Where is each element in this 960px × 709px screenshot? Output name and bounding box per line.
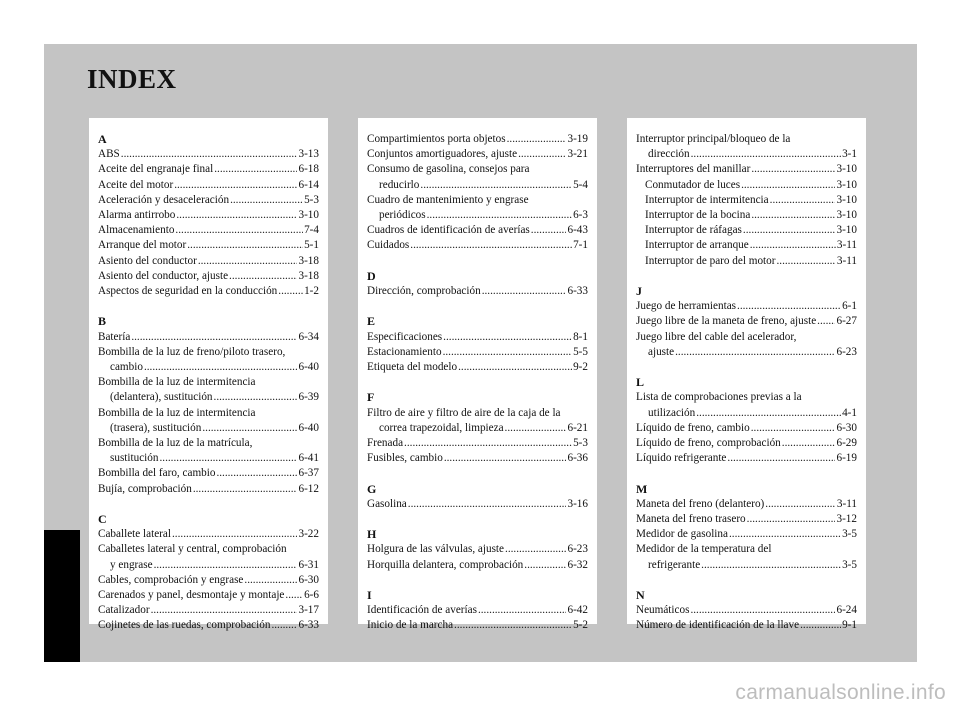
index-entry	[636, 436, 857, 451]
page-number: 5-1	[304, 239, 319, 252]
dot-leader	[285, 588, 303, 603]
dot-leader	[214, 162, 297, 177]
page-number: 5-4	[573, 178, 588, 191]
dot-leader	[230, 193, 303, 208]
index-entry-line: Bombilla de la luz de la matrícula,	[98, 437, 253, 450]
page-number: 6-23	[567, 543, 588, 556]
entry-text: Neumáticos	[636, 604, 690, 617]
index-entry	[636, 299, 857, 314]
page-number: 6-43	[567, 224, 588, 237]
index-entry	[636, 254, 857, 269]
page-number: 6-3	[573, 209, 588, 222]
index-entry-line: Bombilla de la luz de intermitencia	[98, 406, 256, 419]
entry-text: Asiento del conductor	[98, 254, 197, 267]
page-number: 6-36	[567, 452, 588, 465]
dot-leader	[750, 238, 836, 253]
section-letter: F	[367, 390, 375, 405]
dot-leader	[214, 390, 298, 405]
dot-leader	[729, 527, 841, 542]
dot-leader	[193, 482, 298, 497]
index-entry	[98, 208, 319, 223]
index-entry	[367, 223, 588, 238]
entry-text: reducirlo	[379, 178, 420, 191]
entry-text: Conjuntos amortiguadores, ajuste	[367, 148, 518, 161]
index-section	[367, 482, 588, 512]
index-section	[98, 314, 319, 496]
entry-text: refrigerante	[648, 558, 701, 571]
index-entry	[367, 284, 588, 299]
index-entry	[636, 527, 857, 542]
index-entry	[636, 193, 857, 208]
entry-text: Aceite del motor	[98, 178, 174, 191]
dot-leader	[776, 254, 835, 269]
dot-leader	[782, 436, 836, 451]
index-entry	[98, 466, 319, 481]
entry-text: cambio	[110, 361, 143, 374]
dot-leader	[737, 299, 841, 314]
page-number: 6-29	[836, 437, 857, 450]
entry-text: Maneta del freno (delantero)	[636, 497, 765, 510]
entry-text: Arranque del motor	[98, 239, 187, 252]
page-number: 3-12	[836, 513, 857, 526]
dot-leader	[478, 603, 567, 618]
entry-text: Interruptor de paro del motor	[645, 254, 776, 267]
index-entry	[367, 330, 588, 345]
page-number: 3-13	[298, 148, 319, 161]
entry-text: Caballete lateral	[98, 528, 171, 541]
page-number: 6-30	[836, 421, 857, 434]
index-entry	[636, 421, 857, 436]
page-number: 3-21	[567, 148, 588, 161]
index-entry	[98, 238, 319, 253]
entry-text: (trasera), sustitución	[110, 421, 202, 434]
index-entry	[98, 618, 319, 633]
entry-text: Bujía, comprobación	[98, 482, 192, 495]
page-number: 6-14	[298, 178, 319, 191]
entry-text: Conmutador de luces	[645, 178, 741, 191]
index-section	[367, 314, 588, 375]
index-section	[367, 527, 588, 573]
index-entry	[636, 497, 857, 512]
entry-text: Horquilla delantera, comprobación	[367, 558, 524, 571]
entry-text: Medidor de gasolina	[636, 528, 728, 541]
section-letter: L	[636, 375, 645, 390]
dot-leader	[229, 269, 297, 284]
index-entry	[636, 345, 857, 360]
index-entry	[636, 178, 857, 193]
page-number: 6-27	[836, 315, 857, 328]
index-entry	[636, 238, 857, 253]
entry-text: Frenada	[367, 437, 404, 450]
dot-leader	[751, 162, 835, 177]
page-number: 3-18	[298, 254, 319, 267]
index-section	[636, 375, 857, 466]
page-number: 7-4	[304, 224, 319, 237]
entry-text: Cables, comprobación y engrase	[98, 573, 244, 586]
entry-text: Especificaciones	[367, 330, 443, 343]
page-number: 3-10	[836, 209, 857, 222]
index-entry	[367, 421, 588, 436]
index-entry	[98, 360, 319, 375]
dot-leader	[154, 558, 298, 573]
entry-text: Aceite del engranaje final	[98, 163, 214, 176]
dot-leader	[675, 345, 835, 360]
page-number: 3-11	[836, 239, 857, 252]
index-entry	[367, 208, 588, 223]
entry-text: Aceleración y desaceleración	[98, 193, 230, 206]
page-title: INDEX	[87, 64, 177, 94]
index-entry-line: Juego libre del cable del acelerador,	[636, 330, 797, 343]
entry-text: sustitución	[110, 452, 159, 465]
entry-text: (delantera), sustitución	[110, 391, 213, 404]
page-number: 6-40	[298, 421, 319, 434]
page-number: 3-10	[836, 178, 857, 191]
entry-text: Dirección, comprobación	[367, 285, 481, 298]
dot-leader	[751, 208, 835, 223]
index-entry	[98, 603, 319, 618]
entry-text: Inicio de la marcha	[367, 619, 454, 632]
dot-leader	[524, 558, 566, 573]
entry-text: Asiento del conductor, ajuste	[98, 269, 229, 282]
index-entry	[367, 436, 588, 451]
section-letter: E	[367, 314, 376, 329]
index-entry-line: Cuadro de mantenimiento y engrase	[367, 193, 529, 206]
dot-leader	[482, 284, 567, 299]
page-number: 3-17	[298, 604, 319, 617]
page-number: 6-32	[567, 558, 588, 571]
entry-text: Interruptor de arranque	[645, 239, 749, 252]
entry-text: utilización	[648, 406, 696, 419]
section-letter: H	[367, 527, 377, 542]
section-letter: D	[367, 268, 376, 283]
index-section	[98, 512, 319, 634]
dot-leader	[444, 451, 567, 466]
index-entry	[636, 558, 857, 573]
index-column-2	[358, 118, 597, 632]
index-entry-line: Caballetes lateral y central, comprobación	[98, 543, 287, 556]
index-entry	[636, 512, 857, 527]
page-number: 6-34	[298, 330, 319, 343]
index-entry	[367, 542, 588, 557]
dot-leader	[454, 618, 572, 633]
entry-text: Interruptores del manillar	[636, 163, 751, 176]
section-letter: C	[98, 512, 107, 527]
index-entry	[367, 147, 588, 162]
dot-leader	[505, 542, 566, 557]
index-entry	[98, 330, 319, 345]
section-tab	[44, 530, 80, 662]
index-section	[636, 482, 857, 573]
dot-leader	[278, 284, 303, 299]
entry-text: Etiqueta del modelo	[367, 361, 458, 374]
index-entry	[636, 147, 857, 162]
page-number: 1-2	[304, 285, 319, 298]
index-entry	[98, 284, 319, 299]
entry-text: Batería	[98, 330, 131, 343]
index-entry	[367, 618, 588, 633]
dot-leader	[408, 497, 567, 512]
index-entry	[98, 162, 319, 177]
entry-text: ABS	[98, 148, 120, 161]
index-section	[367, 269, 588, 299]
dot-leader	[507, 132, 567, 147]
dot-leader	[690, 603, 835, 618]
index-entry	[367, 451, 588, 466]
index-entry	[636, 603, 857, 618]
dot-leader	[159, 451, 297, 466]
index-entry	[636, 618, 857, 633]
entry-text: Cojinetes de las ruedas, comprobación	[98, 619, 271, 632]
dot-leader	[410, 238, 572, 253]
entry-text: Carenados y panel, desmontaje y montaje	[98, 589, 285, 602]
dot-leader	[176, 208, 297, 223]
entry-text: Líquido de freno, cambio	[636, 421, 750, 434]
entry-text: Cuidados	[367, 239, 410, 252]
index-entry-line: Interruptor principal/bloqueo de la	[636, 133, 791, 145]
index-entry-line: Bombilla de la luz de intermitencia	[98, 376, 256, 389]
entry-text: periódicos	[379, 209, 426, 222]
page-number: 6-33	[567, 285, 588, 298]
dot-leader	[691, 147, 841, 162]
page-number: 9-2	[573, 361, 588, 374]
page-number: 9-1	[842, 619, 857, 632]
page-number: 3-22	[298, 528, 319, 541]
index-entry	[98, 254, 319, 269]
index-entry	[367, 603, 588, 618]
dot-leader	[427, 208, 572, 223]
index-entry	[98, 482, 319, 497]
index-section	[367, 588, 588, 634]
index-entry	[367, 558, 588, 573]
dot-leader	[151, 603, 298, 618]
page-number: 6-39	[298, 391, 319, 404]
dot-leader	[443, 345, 573, 360]
index-entry	[367, 360, 588, 375]
dot-leader	[121, 147, 298, 162]
entry-text: Aspectos de seguridad en la conducción	[98, 285, 278, 298]
index-entry	[98, 390, 319, 405]
entry-text: Líquido refrigerante	[636, 452, 727, 465]
index-entry	[367, 238, 588, 253]
index-entry	[636, 451, 857, 466]
dot-leader	[443, 330, 572, 345]
dot-leader	[131, 330, 297, 345]
page-number: 3-10	[836, 163, 857, 176]
index-section	[367, 132, 588, 254]
dot-leader	[202, 421, 297, 436]
entry-text: Gasolina	[367, 497, 407, 510]
dot-leader	[144, 360, 298, 375]
index-section	[98, 132, 319, 299]
dot-leader	[800, 618, 841, 633]
dot-leader	[747, 512, 836, 527]
entry-text: Almacenamiento	[98, 224, 175, 237]
index-entry	[636, 208, 857, 223]
index-entry	[636, 223, 857, 238]
dot-leader	[751, 421, 836, 436]
entry-text: Holgura de las válvulas, ajuste	[367, 543, 505, 556]
entry-text: Bombilla del faro, cambio	[98, 467, 216, 480]
page-number: 6-6	[304, 589, 319, 602]
entry-text: Estacionamiento	[367, 345, 442, 358]
section-letter: G	[367, 481, 377, 496]
index-entry	[636, 314, 857, 329]
dot-leader	[727, 451, 835, 466]
index-entry	[98, 178, 319, 193]
index-entry	[98, 193, 319, 208]
entry-text: ajuste	[648, 345, 675, 358]
dot-leader	[216, 466, 297, 481]
section-letter: A	[98, 132, 107, 146]
dot-leader	[505, 421, 567, 436]
entry-text: Líquido de freno, comprobación	[636, 437, 781, 450]
entry-text: Alarma antirrobo	[98, 209, 176, 222]
page-number: 7-1	[573, 239, 588, 252]
index-entry	[98, 269, 319, 284]
dot-leader	[175, 223, 303, 238]
index-entry	[367, 178, 588, 193]
page-number: 6-19	[836, 452, 857, 465]
dot-leader	[531, 223, 567, 238]
dot-leader	[172, 527, 297, 542]
page-number: 6-31	[298, 558, 319, 571]
entry-text: Interruptor de ráfagas	[645, 224, 742, 237]
page-number: 6-23	[836, 345, 857, 358]
page-number: 3-5	[842, 528, 857, 541]
page-number: 6-12	[298, 482, 319, 495]
entry-text: correa trapezoidal, limpieza	[379, 421, 504, 434]
index-section	[636, 132, 857, 269]
index-column-3	[627, 118, 866, 632]
entry-text: Juego libre de la maneta de freno, ajuste	[636, 315, 817, 328]
dot-leader	[174, 178, 297, 193]
page-number: 6-21	[567, 421, 588, 434]
page-number: 3-18	[298, 269, 319, 282]
page-number: 6-33	[298, 619, 319, 632]
index-entry-line: Medidor de la temperatura del	[636, 543, 772, 556]
index-entry	[98, 573, 319, 588]
dot-leader	[817, 314, 835, 329]
page-number: 6-42	[567, 604, 588, 617]
page-number: 3-10	[836, 224, 857, 237]
dot-leader	[187, 238, 303, 253]
index-entry	[98, 527, 319, 542]
entry-text: Fusibles, cambio	[367, 452, 443, 465]
section-letter: I	[367, 588, 372, 602]
page-number: 6-30	[298, 573, 319, 586]
page-number: 3-11	[836, 497, 857, 510]
page-number: 6-41	[298, 452, 319, 465]
page-number: 3-19	[567, 133, 588, 145]
entry-text: Interruptor de la bocina	[645, 209, 751, 222]
entry-text: Cuadros de identificación de averías	[367, 224, 530, 237]
dot-leader	[244, 573, 297, 588]
page-number: 3-16	[567, 497, 588, 510]
dot-leader	[518, 147, 566, 162]
index-section	[636, 588, 857, 634]
dot-leader	[198, 254, 298, 269]
entry-text: Interruptor de intermitencia	[645, 193, 769, 206]
entry-text: dirección	[648, 148, 690, 161]
page-number: 3-10	[836, 193, 857, 206]
page-number: 5-3	[573, 437, 588, 450]
index-section	[367, 390, 588, 466]
index-entry	[636, 162, 857, 177]
section-letter: J	[636, 284, 642, 299]
dot-leader	[404, 436, 572, 451]
dot-leader	[420, 178, 572, 193]
index-entry-line: Filtro de aire y filtro de aire de la caja de la	[367, 406, 561, 419]
dot-leader	[743, 223, 836, 238]
page-number: 5-2	[573, 619, 588, 632]
page-number: 3-1	[842, 148, 857, 161]
dot-leader	[458, 360, 572, 375]
index-entry	[367, 345, 588, 360]
page-number: 6-24	[836, 604, 857, 617]
page-number: 6-40	[298, 361, 319, 374]
index-column-1	[89, 118, 328, 632]
page-number: 3-5	[842, 558, 857, 571]
index-entry-line: Bombilla de la luz de freno/piloto trasero,	[98, 345, 286, 358]
entry-text: Maneta del freno trasero	[636, 513, 746, 526]
page-number: 3-10	[298, 209, 319, 222]
dot-leader	[741, 178, 835, 193]
dot-leader	[701, 558, 841, 573]
section-letter: B	[98, 314, 107, 329]
page-number: 3-11	[836, 254, 857, 267]
index-entry-line: Consumo de gasolina, consejos para	[367, 163, 530, 176]
dot-leader	[770, 193, 836, 208]
index-entry	[367, 497, 588, 512]
page-number: 5-3	[304, 193, 319, 206]
entry-text: Número de identificación de la llave	[636, 619, 800, 632]
dot-leader	[696, 406, 841, 421]
index-entry	[98, 223, 319, 238]
entry-text: Juego de herramientas	[636, 300, 737, 313]
index-entry-line: Lista de comprobaciones previas a la	[636, 391, 802, 404]
index-entry	[98, 421, 319, 436]
page-number: 4-1	[842, 406, 857, 419]
index-entry	[98, 558, 319, 573]
entry-text: Compartimientos porta objetos	[367, 133, 506, 145]
section-letter: N	[636, 588, 645, 603]
entry-text: y engrase	[110, 558, 153, 571]
index-entry	[98, 588, 319, 603]
page-number: 6-1	[842, 300, 857, 313]
index-entry	[98, 451, 319, 466]
index-entry	[98, 147, 319, 162]
dot-leader	[271, 618, 297, 633]
index-entry	[367, 132, 588, 147]
page-number: 5-5	[573, 345, 588, 358]
page-number: 6-37	[298, 467, 319, 480]
section-letter: M	[636, 481, 648, 496]
watermark-text: carmanualsonline.info	[735, 681, 946, 704]
entry-text: Catalizador	[98, 604, 150, 617]
dot-leader	[765, 497, 836, 512]
index-entry	[636, 406, 857, 421]
page-number: 8-1	[573, 330, 588, 343]
index-section	[636, 284, 857, 360]
entry-text: Identificación de averías	[367, 604, 477, 617]
page-number: 6-18	[298, 163, 319, 176]
